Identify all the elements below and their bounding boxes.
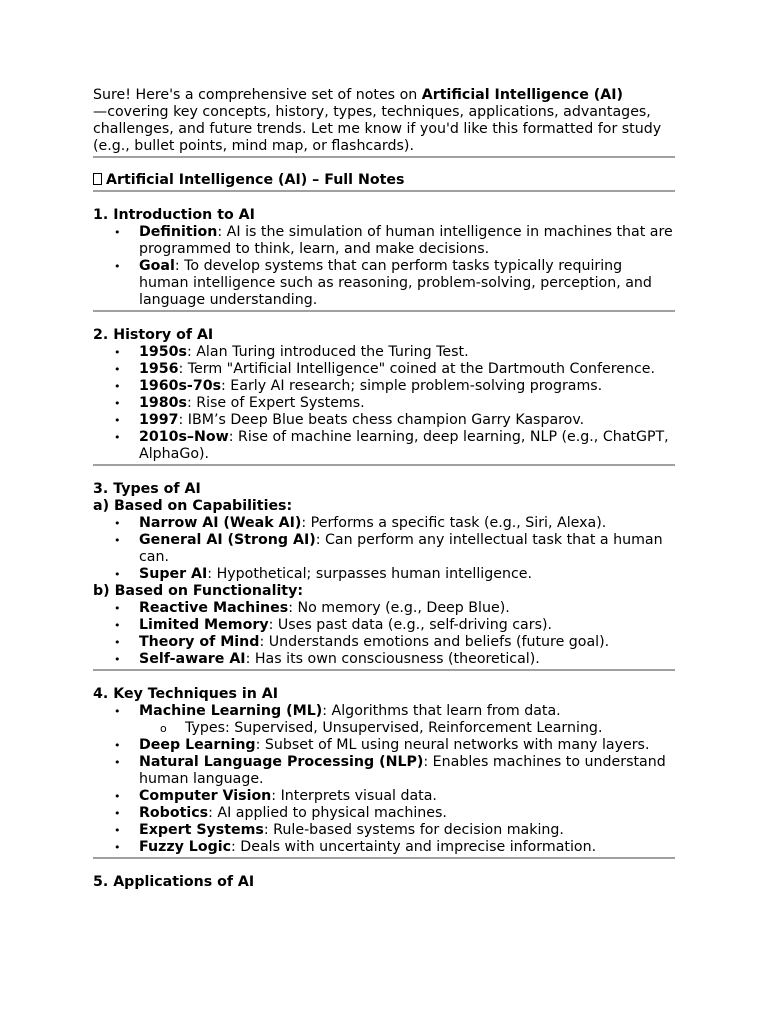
group-label: a) Based on Capabilities:	[93, 498, 293, 514]
bullet-icon: •	[114, 226, 121, 239]
bullet-icon: •	[114, 653, 121, 666]
item-term: Super AI	[139, 566, 208, 582]
item-text: : Rule-based systems for decision making.	[263, 822, 564, 838]
list-item	[93, 566, 675, 583]
sub-item-text: Types: Supervised, Unsupervised, Reinforcement Learning.	[185, 720, 603, 736]
item-text: : Alan Turing introduced the Turing Test.	[186, 344, 469, 360]
divider	[93, 156, 675, 158]
item-text: : Performs a specific task (e.g., Siri, Alexa).	[301, 515, 607, 531]
item-term: Robotics	[139, 805, 209, 821]
item-term: Computer Vision	[139, 788, 272, 804]
list-item	[93, 378, 675, 395]
item-term: 1956	[139, 361, 179, 377]
list-item	[93, 429, 675, 463]
list-item	[93, 412, 675, 429]
item-text: : Term "Artificial Intelligence" coined at the Dartmouth Conference.	[178, 361, 656, 377]
list-item	[93, 532, 675, 566]
divider	[93, 190, 675, 192]
section-heading: 5. Applications of AI	[93, 874, 255, 890]
document-page	[93, 87, 675, 891]
emoji-placeholder-icon	[93, 173, 102, 185]
list-item	[93, 224, 675, 258]
item-text: : No memory (e.g., Deep Blue).	[288, 600, 510, 616]
bullet-icon: •	[114, 705, 121, 718]
list-item	[93, 361, 675, 378]
item-text: : AI applied to physical machines.	[208, 805, 447, 821]
list-item	[93, 839, 675, 856]
item-term: Goal	[139, 258, 175, 274]
divider	[93, 669, 675, 671]
item-text: : Hypothetical; surpasses human intelligence.	[207, 566, 532, 582]
bullet-icon: •	[114, 619, 121, 632]
item-term: Fuzzy Logic	[139, 839, 232, 855]
item-text: : Subset of ML using neural networks with many layers.	[255, 737, 650, 753]
item-text: : Rise of machine learning, deep learning, NLP (e.g., ChatGPT, AlphaGo).	[139, 429, 669, 462]
bullet-icon: •	[114, 807, 121, 820]
item-term: 2010s–Now	[139, 429, 229, 445]
item-term: Natural Language Processing (NLP)	[139, 754, 424, 770]
bullet-icon: •	[114, 260, 121, 273]
bullet-icon: •	[114, 517, 121, 530]
list-item	[93, 515, 675, 532]
list-item	[93, 737, 675, 754]
bullet-icon: •	[114, 414, 121, 427]
item-text: : Early AI research; simple problem-solving programs.	[221, 378, 603, 394]
item-term: Expert Systems	[139, 822, 264, 838]
item-term: Reactive Machines	[139, 600, 289, 616]
list-item	[93, 651, 675, 668]
list-item	[93, 703, 675, 737]
bullet-icon: •	[114, 824, 121, 837]
bullet-list	[93, 515, 675, 583]
item-text: : Has its own consciousness (theoretical).	[245, 651, 540, 667]
bullet-icon: •	[114, 534, 121, 547]
item-text: : AI is the simulation of human intelligence in machines that are programmed to think, learn, and make decisions.	[139, 224, 673, 257]
item-term: 1950s	[139, 344, 187, 360]
bullet-icon: •	[114, 431, 121, 444]
bullet-icon: •	[114, 636, 121, 649]
divider	[93, 464, 675, 466]
item-text: : Algorithms that learn from data.	[322, 703, 561, 719]
item-term: Limited Memory	[139, 617, 269, 633]
list-item	[93, 634, 675, 651]
intro-bold-term: Artificial Intelligence (AI)	[421, 87, 624, 103]
item-term: 1997	[139, 412, 179, 428]
item-text: : Enables machines to understand human language.	[139, 754, 666, 787]
section-heading: 2. History of AI	[93, 327, 214, 343]
item-term: Machine Learning (ML)	[139, 703, 323, 719]
item-term: General AI (Strong AI)	[139, 532, 316, 548]
list-item	[93, 617, 675, 634]
list-item	[93, 395, 675, 412]
bullet-list	[93, 344, 675, 463]
item-term: Deep Learning	[139, 737, 256, 753]
bullet-icon: •	[114, 380, 121, 393]
item-text: : IBM’s Deep Blue beats chess champion Garry Kasparov.	[178, 412, 585, 428]
list-item	[93, 788, 675, 805]
item-term: Self-aware AI	[139, 651, 246, 667]
list-item	[93, 258, 675, 309]
sub-bullet-list	[139, 720, 675, 737]
bullet-list	[93, 600, 675, 668]
item-text: : Deals with uncertainty and imprecise information.	[231, 839, 597, 855]
sub-list-item	[139, 720, 675, 737]
bullet-icon: •	[114, 346, 121, 359]
item-text: : Can perform any intellectual task that a human can.	[139, 532, 663, 565]
list-item	[93, 600, 675, 617]
item-text: : Rise of Expert Systems.	[186, 395, 365, 411]
bullet-icon: •	[114, 790, 121, 803]
bullet-list	[93, 224, 675, 309]
item-term: 1980s	[139, 395, 187, 411]
document-title	[93, 172, 675, 189]
bullet-list	[93, 703, 675, 856]
item-text: : To develop systems that can perform tasks typically requiring human intelligence such as reasoning, problem-solving, perception, and language understanding.	[139, 258, 652, 308]
section-heading: 3. Types of AI	[93, 481, 201, 497]
bullet-icon: •	[114, 841, 121, 854]
item-term: 1960s-70s	[139, 378, 222, 394]
bullet-icon: •	[114, 739, 121, 752]
item-text: : Uses past data (e.g., self-driving cars).	[268, 617, 553, 633]
list-item	[93, 822, 675, 839]
document-title-text: Artificial Intelligence (AI) – Full Notes	[106, 172, 405, 188]
bullet-icon: •	[114, 363, 121, 376]
intro-prefix: Sure! Here's a comprehensive set of notes on	[93, 87, 422, 103]
divider	[93, 857, 675, 859]
item-text: : Understands emotions and beliefs (future goal).	[259, 634, 610, 650]
divider	[93, 310, 675, 312]
list-item	[93, 754, 675, 788]
item-text: : Interprets visual data.	[271, 788, 437, 804]
circle-bullet-icon: o	[160, 722, 167, 735]
bullet-icon: •	[114, 568, 121, 581]
item-term: Narrow AI (Weak AI)	[139, 515, 302, 531]
intro-suffix: —covering key concepts, history, types, techniques, applications, advantages, challenges, and future trends. Let me know if you'd like this formatted for study (e.g., bullet points, mind map, or flashcards).	[93, 104, 662, 154]
item-term: Theory of Mind	[139, 634, 260, 650]
group-label: b) Based on Functionality:	[93, 583, 304, 599]
intro-paragraph	[93, 87, 675, 155]
section-heading: 4. Key Techniques in AI	[93, 686, 279, 702]
bullet-icon: •	[114, 397, 121, 410]
list-item	[93, 805, 675, 822]
bullet-icon: •	[114, 602, 121, 615]
bullet-icon: •	[114, 756, 121, 769]
item-term: Definition	[139, 224, 218, 240]
list-item	[93, 344, 675, 361]
section-heading: 1. Introduction to AI	[93, 207, 255, 223]
